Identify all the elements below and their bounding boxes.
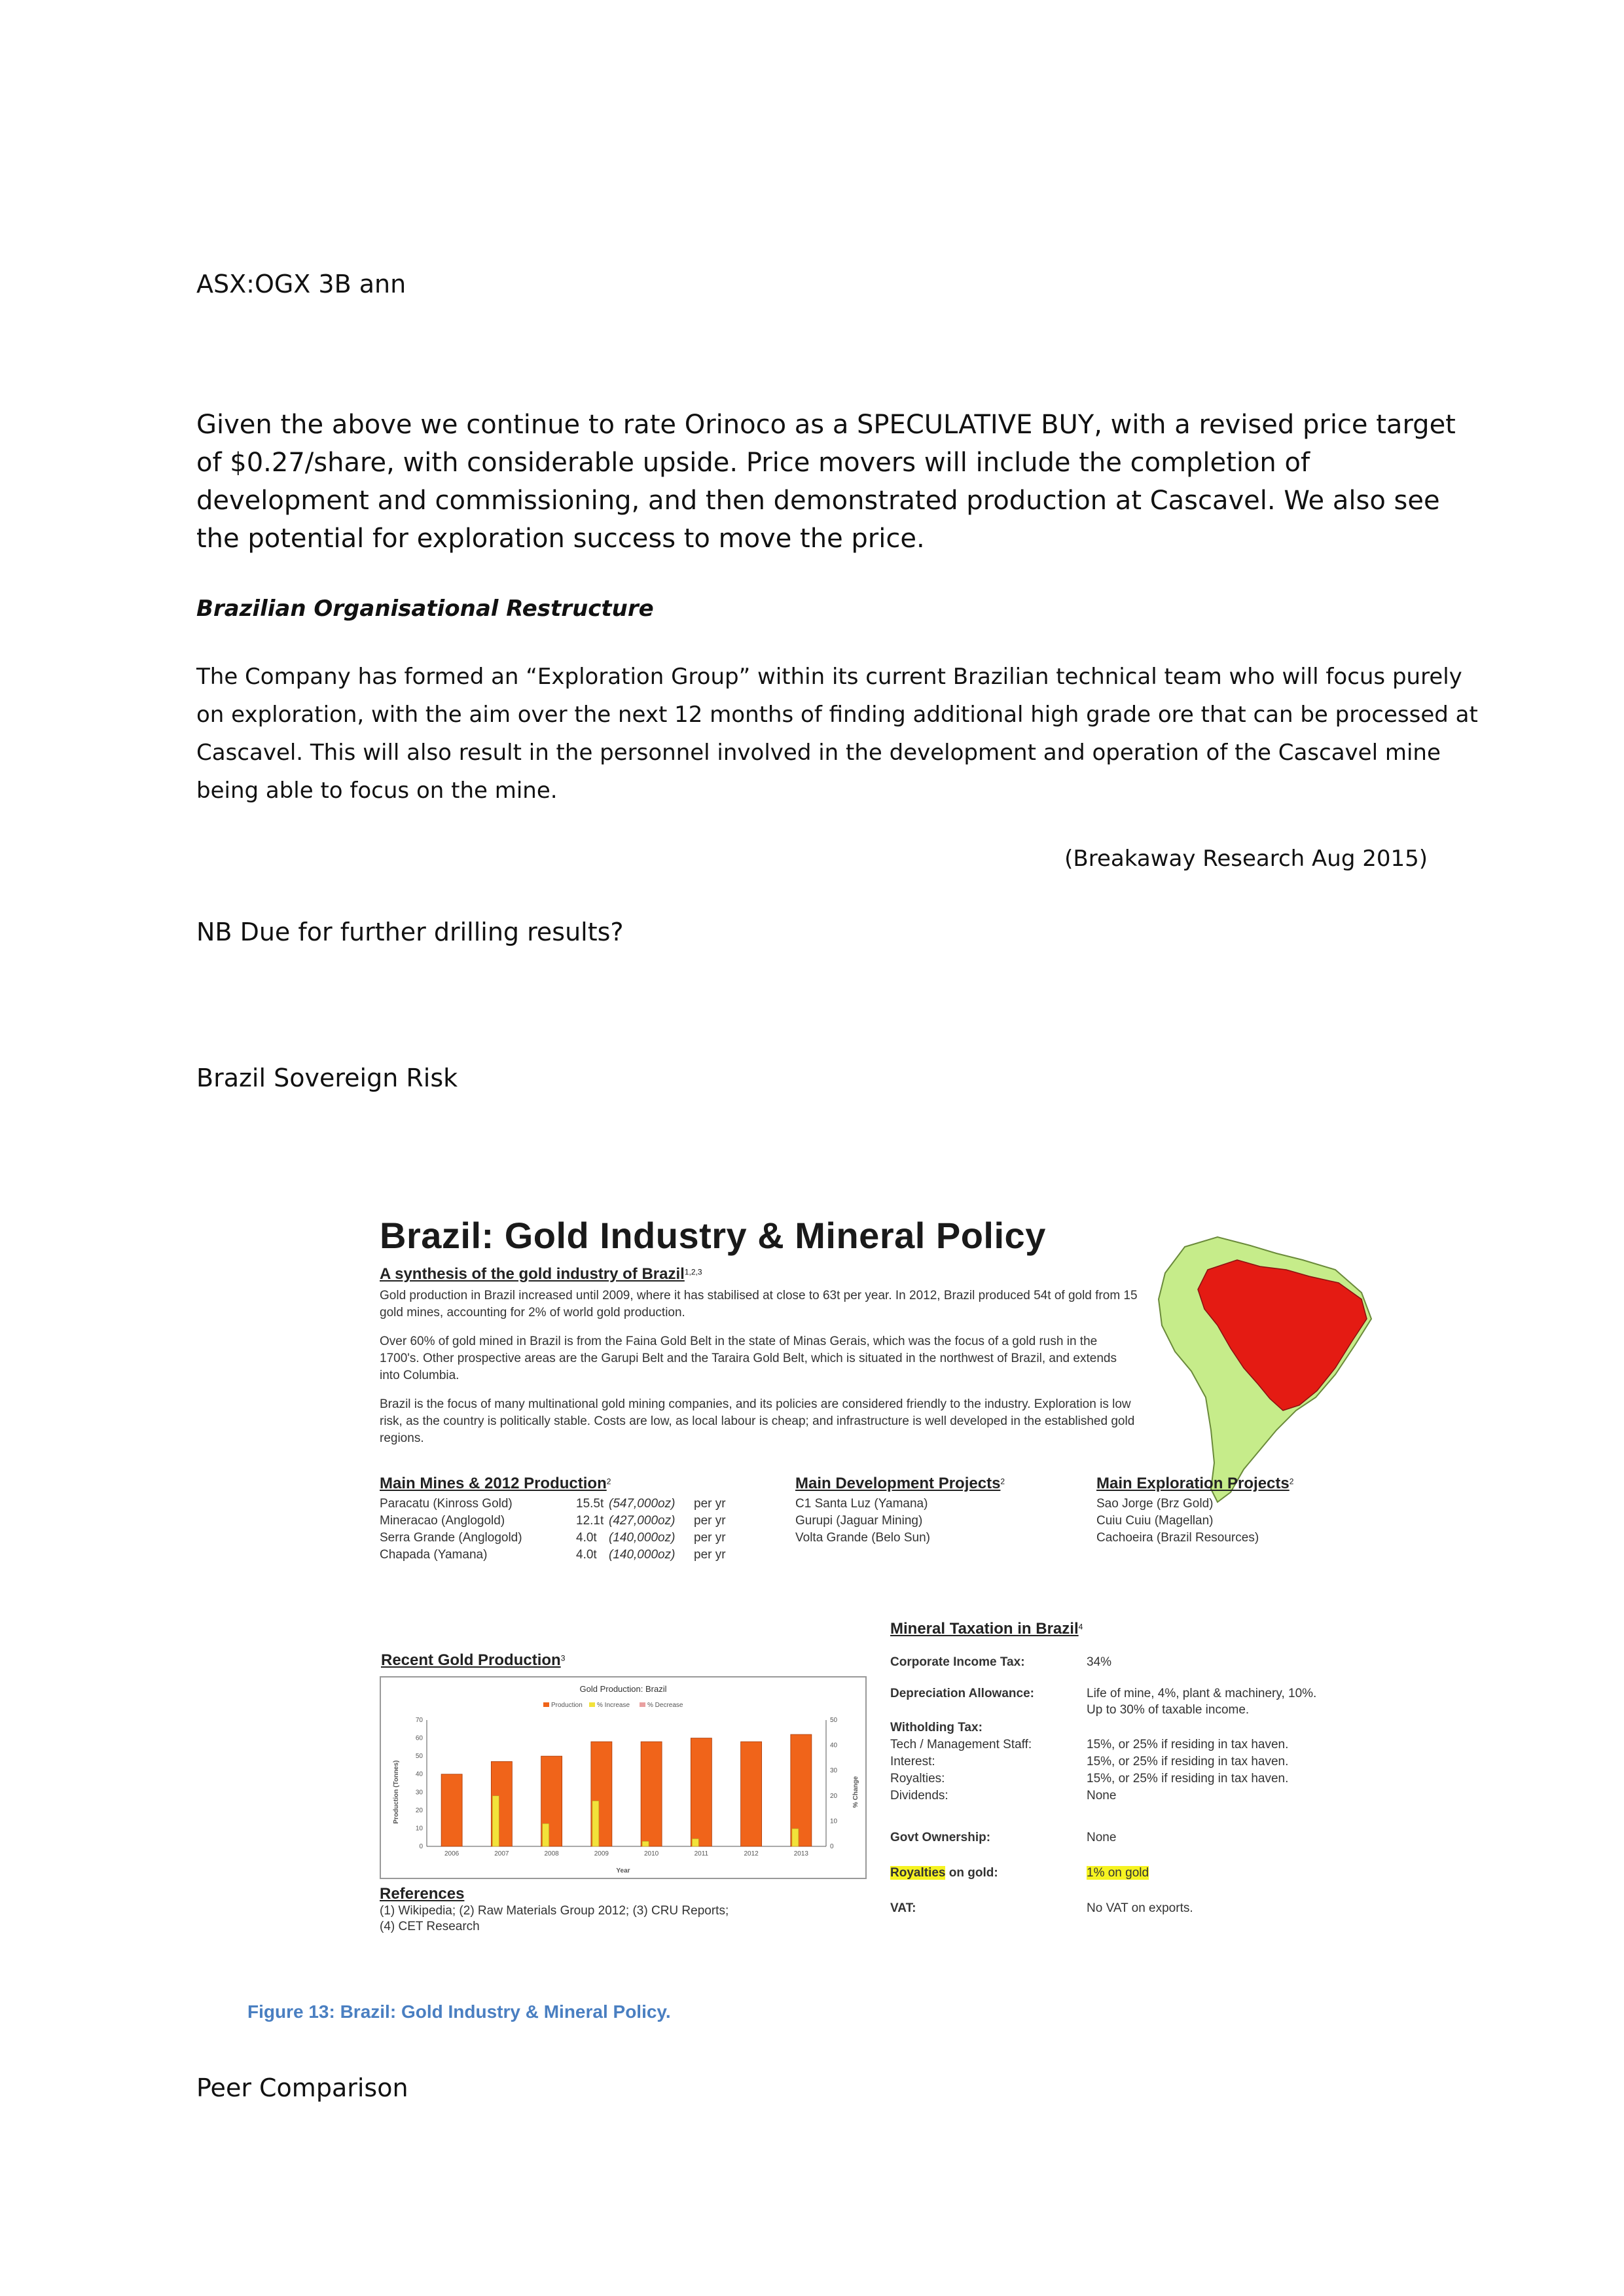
synthesis-sup: 1,2,3 [684,1267,702,1277]
dev-item: Gurupi (Jaguar Mining) [795,1514,923,1528]
withholding-label: Witholding Tax: [890,1721,983,1734]
x-tick-label: 2009 [594,1850,609,1857]
exp-item: Sao Jorge (Brz Gold) [1096,1497,1214,1511]
y2-tick-label: 40 [830,1742,838,1749]
bar-increase [592,1801,599,1846]
royalties-value [1087,1865,1149,1882]
depreciation-value-1: Life of mine, 4%, plant & machinery, 10%. [1087,1687,1317,1700]
royalties-label-rest: on gold: [945,1866,998,1880]
exp-sup: 2 [1289,1477,1294,1486]
synthesis-section [380,1265,702,1283]
synthesis-paragraph-3: Brazil is the focus of many multinational gold mining companies, and its policies are considered friendly to the industry. Exploration is low risk, as the country is politically stable. Costs are low, as local labour is cheap; and infrastructure is well developed in the established gold regions. [380,1397,1135,1445]
mine-tonnes: 4.0t [576,1548,597,1562]
synthesis-paragraph-2: Over 60% of gold mined in Brazil is from the Faina Gold Belt in the state of Minas Gerais, which was the focus of a gold rush in the 1700's. Other prospective areas are the Garupi Belt and the Taraira Gold Belt, which is situated in the northwest of Brazil, and extends into Columbia. [380,1335,1117,1382]
y2-tick-label: 0 [830,1843,834,1850]
intro-paragraph: Given the above we continue to rate Orinoco as a SPECULATIVE BUY, with a revised price target of $0.27/share, with considerable upside. Price movers will include the completion of development and commissioning, and then demonstrated production at Cascavel. We also see the potential for exploration success to move the price. [196,410,1456,554]
royalties-label [890,1865,998,1882]
mines-heading: Main Mines & 2012 Production [380,1475,607,1492]
legend-increase: % Increase [597,1702,630,1709]
section-heading-peer-comparison: Peer Comparison [196,2073,408,2102]
mine-row [380,1513,759,1530]
corp-tax-label: Corporate Income Tax: [890,1655,1025,1669]
restructure-body: The Company has formed an “Exploration Group” within its current Brazilian technical team who will focus purely on exploration, with the aim over the next 12 months of finding additional high grade ore that can be processed at Cascavel. This will also result in the personnel involved in the development and operation of the Cascavel mine being able to focus on the mine. [196,664,1478,804]
bar-production [441,1774,462,1846]
y-tick-label: 50 [415,1753,423,1761]
royalties-value-highlight: 1% on gold [1087,1866,1149,1880]
mine-name: Chapada (Yamana) [380,1548,488,1562]
corp-tax-value: 34% [1087,1655,1112,1669]
mine-ounces: (547,000oz) [609,1497,676,1511]
y2-tick-label: 10 [830,1818,838,1825]
tax-heading-wrap [890,1620,1083,1638]
bar-production [741,1742,762,1846]
dev-heading-wrap [795,1475,1005,1493]
mine-tonnes: 4.0t [576,1531,597,1545]
legend-swatch-production [543,1702,549,1707]
dev-sup: 2 [1000,1477,1005,1486]
dev-heading: Main Development Projects [795,1475,1001,1492]
exp-heading: Main Exploration Projects [1096,1475,1290,1492]
vat-label: VAT: [890,1901,916,1915]
tax-sup: 4 [1078,1622,1083,1632]
exp-item: Cachoeira (Brazil Resources) [1096,1531,1259,1545]
bar-increase [642,1841,649,1846]
document-reference: ASX:OGX 3B ann [196,270,406,298]
withholding-row-label: Interest: [890,1755,935,1768]
y2-axis-label: % Change [852,1776,859,1808]
y-tick-label: 30 [415,1789,423,1797]
withholding-row [890,1770,1288,1787]
chart-box [380,1676,867,1879]
x-tick-label: 2010 [644,1850,659,1857]
recent-heading-wrap [381,1651,565,1670]
x-axis-label: Year [616,1867,630,1874]
exp-heading-wrap [1096,1475,1293,1493]
exp-item: Cuiu Cuiu (Magellan) [1096,1514,1214,1528]
bar-production [641,1742,662,1846]
chart-title: Gold Production: Brazil [579,1684,667,1694]
withholding-row-value: 15%, or 25% if residing in tax haven. [1087,1755,1289,1768]
mine-row [380,1530,759,1547]
y-tick-label: 10 [415,1825,423,1833]
chart-bars [441,1734,812,1846]
exp-list [1096,1496,1259,1547]
withholding-row-label: Royalties: [890,1772,945,1785]
y-tick-label: 60 [415,1734,423,1742]
govt-ownership-label: Govt Ownership: [890,1831,991,1844]
withholding-row [890,1736,1288,1753]
chart-axes [416,1717,838,1857]
synthesis-paragraph-1: Gold production in Brazil increased until 2009, where it has stabilised at close to 63t per year. In 2012, Brazil produced 54t of gold from 15 gold mines, accounting for 2% of world gold production. [380,1289,1138,1319]
depreciation-value-2: Up to 30% of taxable income. [1087,1703,1250,1717]
mine-row [380,1547,759,1564]
mine-name: Mineracao (Anglogold) [380,1514,505,1528]
south-america-map [1146,1234,1381,1509]
references-line-2: (4) CET Research [380,1920,480,1933]
figure-title: Brazil: Gold Industry & Mineral Policy [380,1215,1046,1256]
mine-per: per yr [694,1531,726,1545]
mine-name: Serra Grande (Anglogold) [380,1531,522,1545]
brazil-policy-figure [367,1214,1388,1973]
y2-tick-label: 20 [830,1792,838,1800]
source-citation: (Breakaway Research Aug 2015) [1064,846,1428,872]
x-tick-label: 2006 [444,1850,460,1857]
royalties-label-highlight: Royalties [890,1866,946,1880]
gold-production-chart [381,1677,865,1878]
legend-swatch-increase [589,1702,595,1707]
mine-tonnes: 15.5t [576,1497,604,1511]
dev-list [795,1496,930,1547]
vat-value: No VAT on exports. [1087,1901,1193,1915]
mine-ounces: (427,000oz) [609,1514,676,1528]
mines-sup: 2 [606,1477,611,1486]
chart-legend [543,1702,683,1709]
withholding-row-label: Dividends: [890,1789,948,1803]
synthesis-heading: A synthesis of the gold industry of Brazil [380,1265,685,1283]
restructure-heading: Brazilian Organisational Restructure [196,596,654,622]
withholding-row-label: Tech / Management Staff: [890,1738,1032,1751]
mine-row [380,1496,759,1513]
mine-tonnes: 12.1t [576,1514,604,1528]
withholding-list [890,1736,1288,1804]
bar-increase [792,1829,799,1846]
x-tick-label: 2011 [694,1850,709,1857]
withholding-row-value: None [1087,1789,1117,1803]
withholding-row-value: 15%, or 25% if residing in tax haven. [1087,1738,1289,1751]
mine-name: Paracatu (Kinross Gold) [380,1497,513,1511]
recent-heading: Recent Gold Production [381,1651,561,1669]
bar-production [691,1738,712,1846]
x-tick-label: 2008 [544,1850,559,1857]
references-line-1: (1) Wikipedia; (2) Raw Materials Group 2012; (3) CRU Reports; [380,1904,729,1918]
dev-item: C1 Santa Luz (Yamana) [795,1497,928,1511]
x-tick-label: 2012 [744,1850,759,1857]
withholding-row [890,1753,1288,1770]
x-tick-label: 2007 [494,1850,509,1857]
withholding-row-value: 15%, or 25% if residing in tax haven. [1087,1772,1289,1785]
mine-ounces: (140,000oz) [609,1531,676,1545]
x-tick-label: 2013 [793,1850,808,1857]
mines-list [380,1496,759,1564]
withholding-row [890,1787,1288,1804]
bar-increase [492,1796,499,1846]
mines-heading-wrap [380,1475,611,1493]
mine-per: per yr [694,1514,726,1528]
legend-decrease: % Decrease [647,1702,683,1709]
y-axis-label: Production (Tonnes) [393,1760,400,1824]
y2-tick-label: 50 [830,1717,838,1724]
depreciation-label: Depreciation Allowance: [890,1687,1034,1700]
legend-swatch-decrease [640,1702,645,1707]
y-tick-label: 0 [419,1843,423,1850]
dev-item: Volta Grande (Belo Sun) [795,1531,930,1545]
drilling-note: NB Due for further drilling results? [196,918,624,946]
bar-increase [543,1823,549,1846]
section-heading-sovereign-risk: Brazil Sovereign Risk [196,1064,458,1092]
y-tick-label: 20 [415,1806,423,1814]
govt-ownership-value: None [1087,1831,1117,1844]
references-heading: References [380,1885,465,1903]
y-tick-label: 40 [415,1770,423,1778]
tax-heading: Mineral Taxation in Brazil [890,1620,1079,1638]
y2-tick-label: 30 [830,1767,838,1775]
bar-increase [692,1839,698,1846]
mine-per: per yr [694,1497,726,1511]
legend-production: Production [551,1702,583,1709]
mine-ounces: (140,000oz) [609,1548,676,1562]
recent-sup: 3 [560,1653,566,1663]
mine-per: per yr [694,1548,726,1562]
y-tick-label: 70 [415,1717,423,1724]
figure-caption: Figure 13: Brazil: Gold Industry & Mineral Policy. [247,2001,671,2022]
